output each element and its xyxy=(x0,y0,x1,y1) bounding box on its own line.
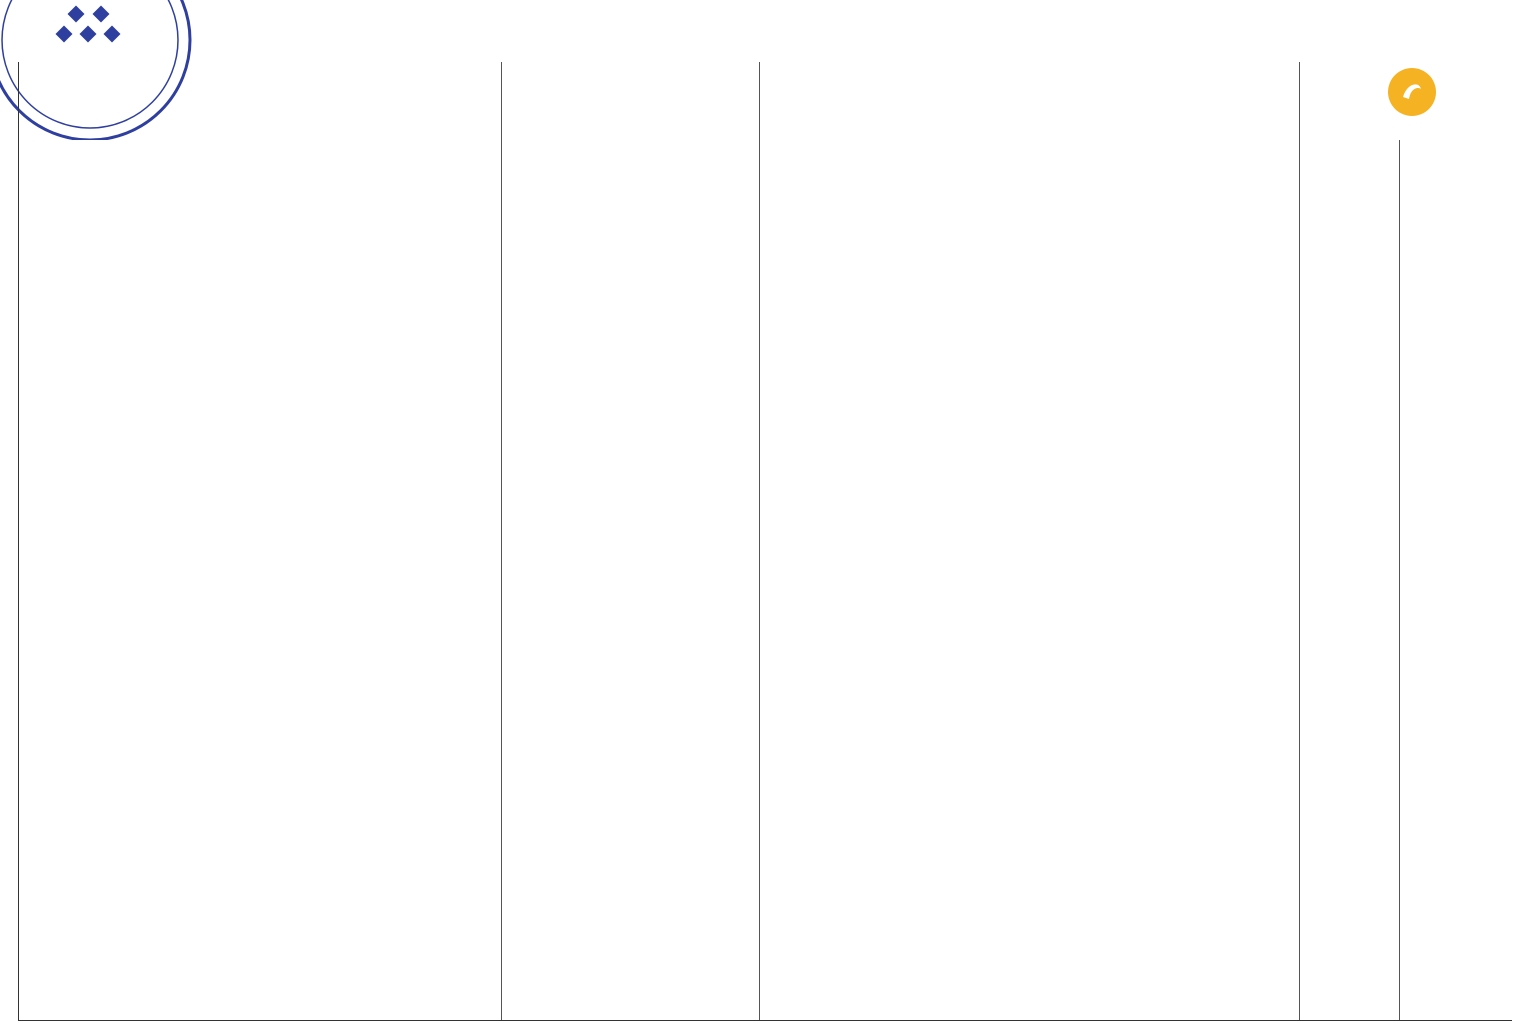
page-title xyxy=(300,10,1230,44)
fee-table xyxy=(18,62,1512,1021)
section-label xyxy=(1400,140,1511,1020)
